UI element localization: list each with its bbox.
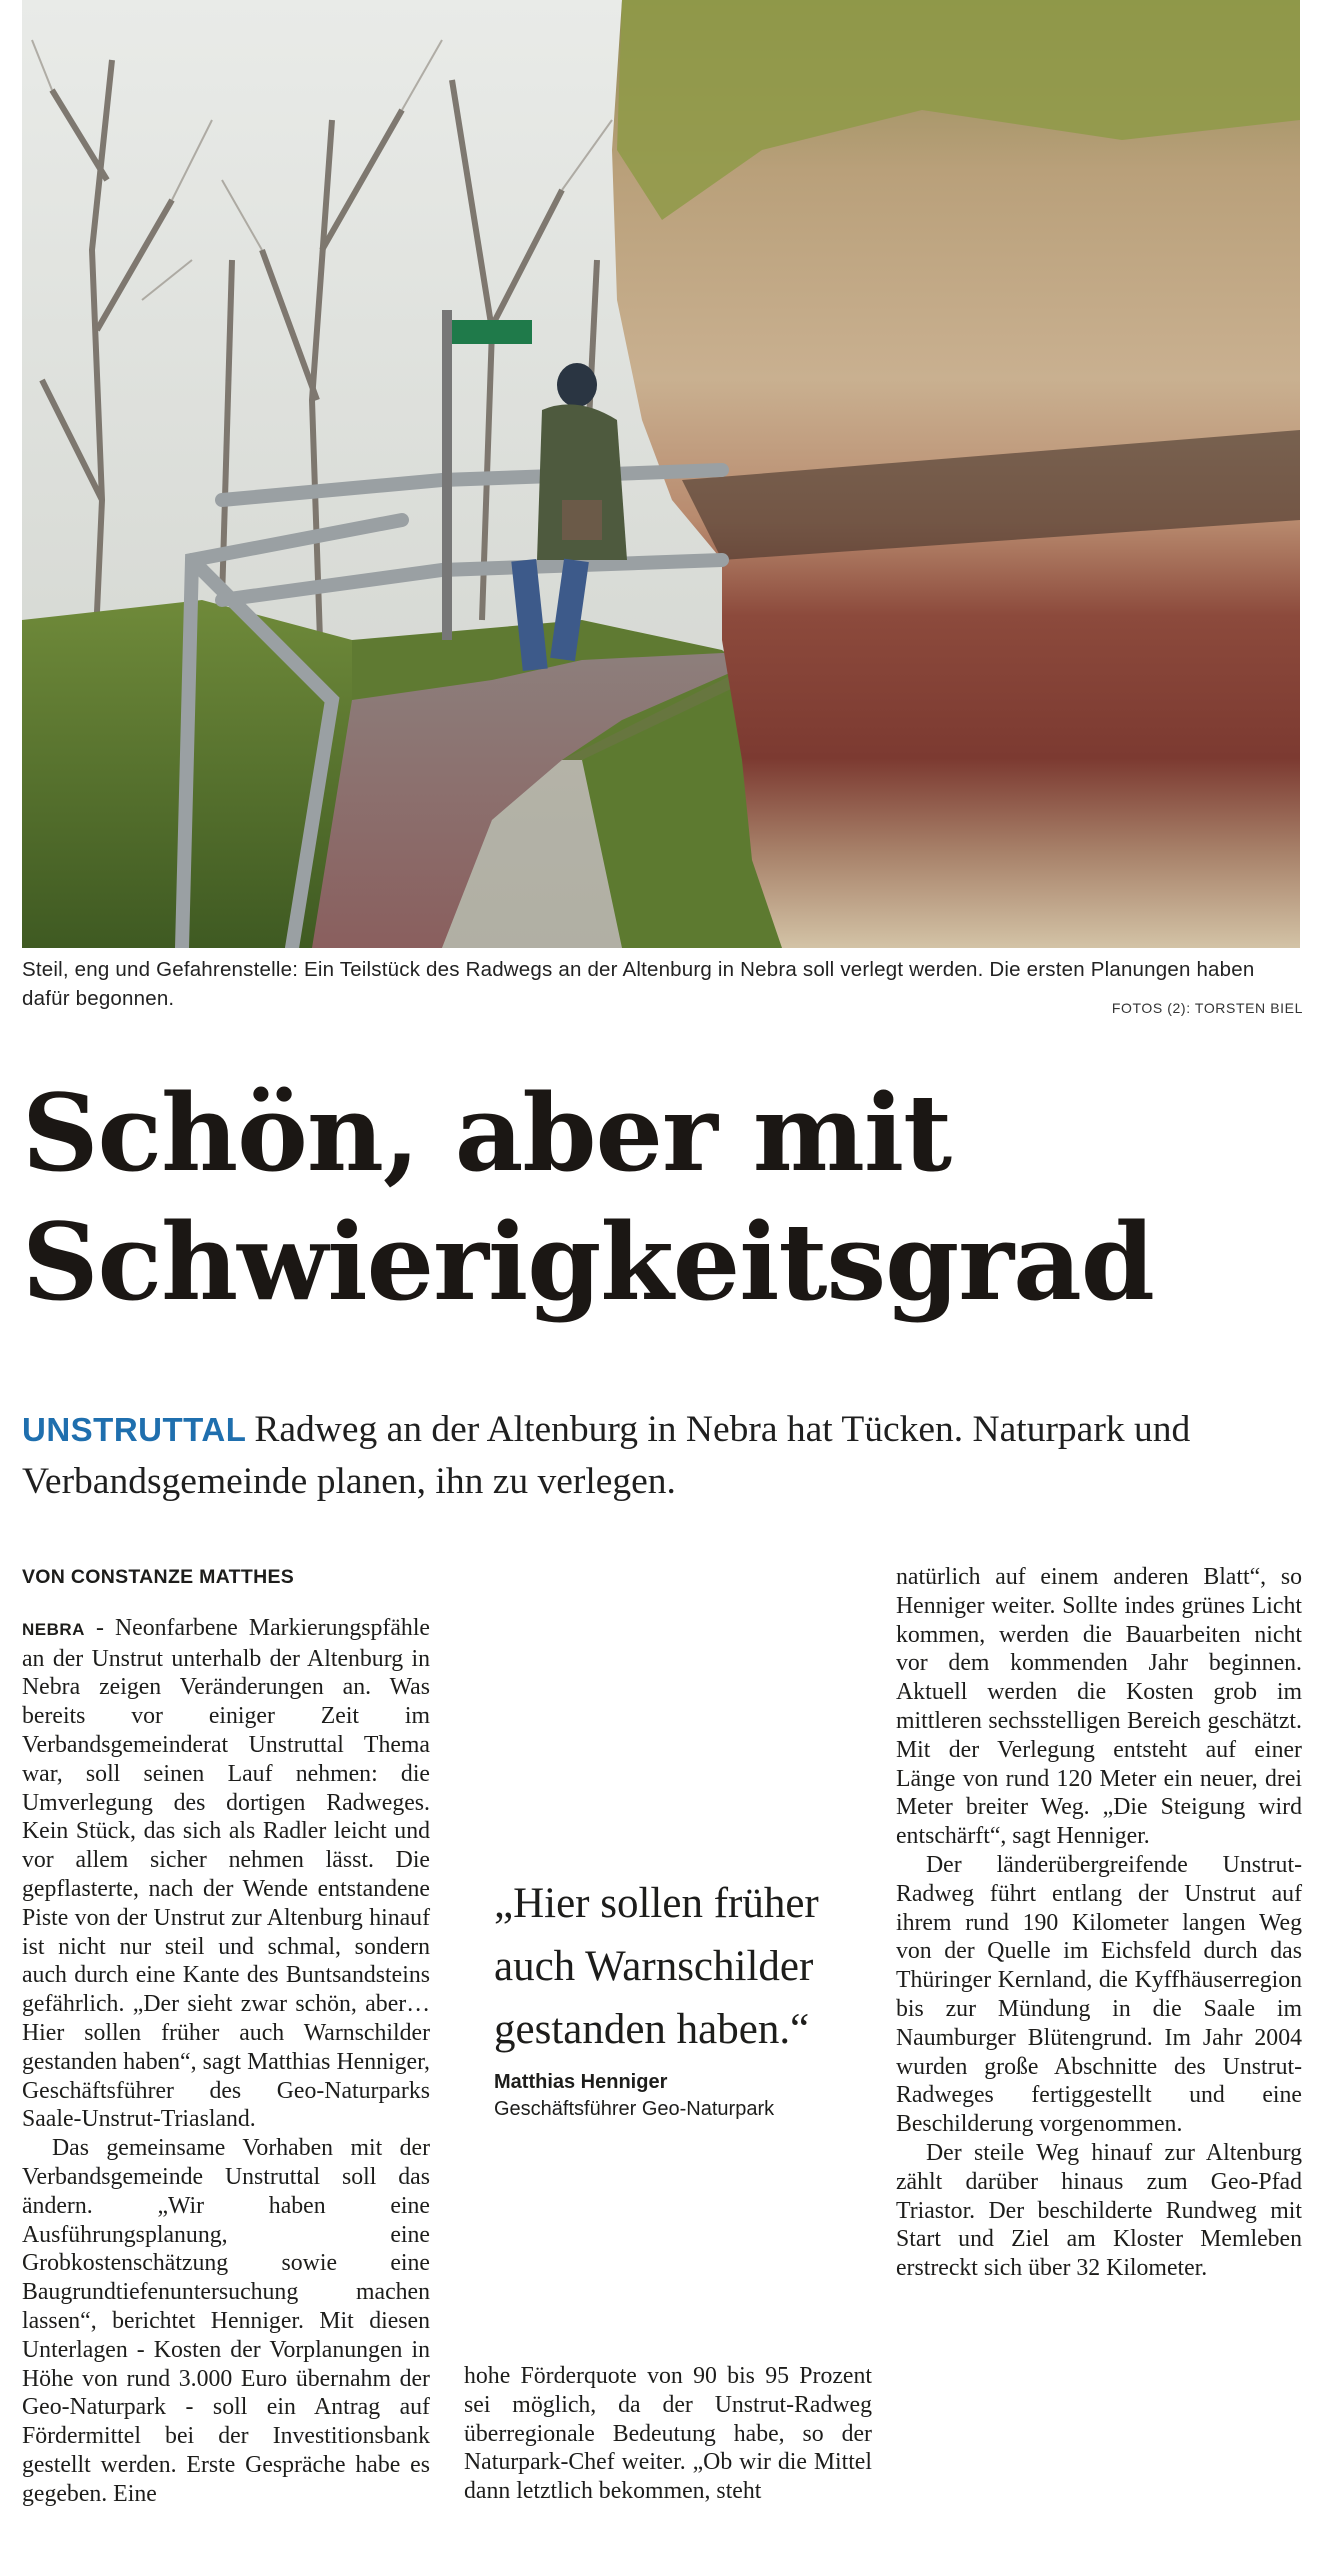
subheadline: [22, 1404, 1300, 1508]
photo-credit: FOTOS (2): TORSTEN BIEL: [1111, 1000, 1303, 1016]
kicker-label: UNSTRUTTAL: [22, 1411, 247, 1448]
photo-riverside-path-rock: [22, 0, 1300, 948]
paragraph: Der länderübergreifende Unstrut-Radweg führt entlang der Unstrut auf ihrem rund 190 Kilometer langen Weg von der Quelle im Eichsfeld durch das Thüringer Kernland, die Kyffhäuserregion bis zur Mündung in die Saale im Naumburger Blütengrund. Im Jahr 2004 wurden große Abschnitte des Unstrut-Radweges fertiggestellt und eine Beschilderung vorgenommen.: [896, 1851, 1302, 2138]
headline-line-1: Schön, aber mit: [22, 1070, 952, 1195]
pull-quote-role: Geschäftsführer Geo-Naturpark: [494, 2098, 775, 2120]
headline: [22, 1068, 1300, 1326]
photo-caption: Steil, eng und Gefahrenstelle: Ein Teilstück des Radwegs an der Altenburg in Nebra soll verlegt werden. Die ersten Planungen haben dafür begonnen.: [22, 958, 1255, 1010]
headline-line-2: Schwierigkeitsgrad: [22, 1199, 1154, 1324]
article-column-2: [464, 2362, 872, 2506]
paragraph: [22, 1614, 430, 2134]
paragraph-text: - Neonfarbene Markierungspfähle an der Unstrut unterhalb der Altenburg in Nebra zeigen Veränderungen an. Was bereits vor einiger Zeit im Verbandsgemeinderat Unstruttal Thema war, soll seinen Lauf nehmen: die Umverlegung des dortigen Radweges. Kein Stück, das sich als Radler leicht und vor allem sicher nehmen lässt. Die gepflasterte, nach der Wende entstandene Piste von der Unstrut zur Altenburg hinauf ist nicht nur steil und schmal, sondern auch durch eine Kante des Buntsandsteins gefährlich. „Der sieht zwar schön, aber… Hier sollen früher auch Warnschilder gestanden haben“, sagt Matthias Henniger, Geschäftsführer des Geo-Naturparks Saale-Unstrut-Triasland.: [22, 1614, 430, 2133]
article-column-1: [22, 1563, 430, 2509]
article-column-3: [896, 1563, 1302, 2283]
pull-quote-name: Matthias Henniger: [494, 2071, 668, 2093]
paragraph: Der steile Weg hinauf zur Altenburg zählt darüber hinaus zum Geo-Pfad Triastor. Der beschilderte Rundweg mit Start und Ziel am Kloster Memleben erstreckt sich über 32 Kilometer.: [896, 2139, 1302, 2282]
pull-quote: [494, 1872, 854, 2121]
pull-quote-text: „Hier sollen früher auch Warnschilder gestanden haben.“: [494, 1880, 819, 2053]
subheadline-text: Radweg an der Altenburg in Nebra hat Tücken. Naturpark und Verbandsgemeinde planen, ihn zu verlegen.: [22, 1409, 1191, 1502]
article-photo: [22, 0, 1300, 948]
paragraph: Das gemeinsame Vorhaben mit der Verbandsgemeinde Unstruttal soll das ändern. „Wir haben eine Ausführungsplanung, eine Grobkostenschätzung sowie eine Baugrundtiefenuntersuchung machen lassen“, berichtet Henniger. Mit diesen Unterlagen - Kosten der Vorplanungen in Höhe von rund 3.000 Euro übernahm der Geo-Naturpark - soll ein Antrag auf Fördermittel bei der Investitionsbank gestellt werden. Erste Gespräche habe es gegeben. Eine: [22, 2135, 430, 2507]
dateline: NEBRA: [22, 1619, 85, 1639]
paragraph: natürlich auf einem anderen Blatt“, so Henniger weiter. Sollte indes grünes Licht kommen, werden die Bauarbeiten nicht vor dem kommenden Jahr beginnen. Aktuell werden die Kosten grob im mittleren sechsstelligen Bereich geschätzt. Mit der Verlegung entsteht auf einer Länge von rund 120 Meter ein neuer, drei Meter breiter Weg. „Die Steigung wird entschärft“, sagt Henniger.: [896, 1564, 1302, 1850]
paragraph: hohe Förderquote von 90 bis 95 Prozent sei möglich, da der Unstrut-Radweg überregionale Bedeutung habe, so der Naturpark-Chef weiter. „Ob wir die Mittel dann letztlich bekommen, steht: [464, 2363, 872, 2505]
byline: VON CONSTANZE MATTHES: [22, 1566, 295, 1588]
